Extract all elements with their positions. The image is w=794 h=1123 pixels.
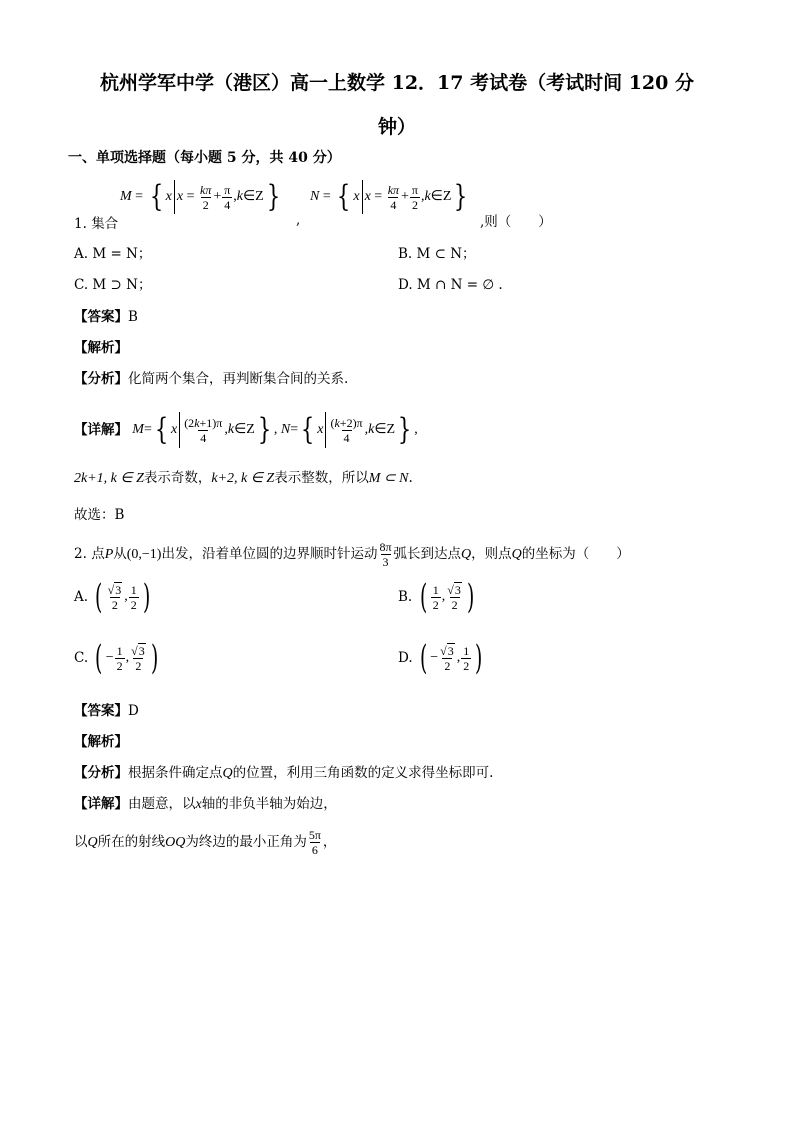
q2-option-b: B. ( $\frac{1}{2}$ , $\frac{√3}{2}$ )	[398, 577, 475, 617]
q1-xiangjie: 【详解】 M={ x $\frac{(2k+1)\pi}{4}$ ,k∈Z} , N={ x $\frac{(k+2)\pi}{4}$ ,k∈Z} ,	[74, 412, 418, 447]
q2-stem: 2. 点P从(0,−1)出发，沿着单位圆的边界顺时针运动 $\frac{8\pi}{3}$ 弧长到达点Q，则点Q的坐标为（ ）	[74, 540, 630, 569]
q1-then: ,则（ ）	[480, 214, 552, 230]
page-title-cont: 钟）	[377, 116, 416, 138]
q1-set-N: N = { x x = $\frac{k\pi}{4}$ + $\frac{\pi}{2}$ ,k∈Z}	[310, 179, 468, 214]
q1-choice: 故选：B	[74, 507, 125, 523]
q1-option-c: C. M ⊃ N；	[74, 277, 152, 293]
q1-option-a: A. M = N；	[74, 246, 152, 262]
q2-fenxi: 【分析】根据条件确定点Q的位置，利用三角函数的定义求得坐标即可.	[74, 765, 494, 781]
q1-detail-line2: 2k+1, k ∈ Z表示奇数，k+2, k ∈ Z表示整数，所以M ⊂ N.	[74, 470, 413, 486]
q1-option-d: D. M ∩ N = ∅ .	[398, 277, 503, 293]
q2-analysis-tag: 【解析】	[74, 734, 128, 750]
q1-number: 1.	[74, 216, 87, 232]
q1-option-b: B. M ⊂ N；	[398, 246, 476, 262]
q1-fenxi: 【分析】化简两个集合，再判断集合间的关系.	[74, 371, 349, 387]
q1-lead: 集合	[91, 216, 119, 232]
section-heading: 一、单项选择题（每小题 5 分，共 40 分）	[68, 150, 341, 166]
q2-last-line: 以Q所在的射线OQ为终边的最小正角为 $\frac{5\pi}{6}$ ，	[74, 828, 337, 857]
q2-xiangjie: 【详解】由题意，以x轴的非负半轴为始边，	[74, 796, 337, 812]
q1-analysis-tag: 【解析】	[74, 340, 128, 356]
q2-answer: 【答案】D	[74, 703, 139, 719]
q1-set-M: M = { x x = $\frac{k\pi}{2}$ + $\frac{\pi}{4}$ ,k∈Z}	[120, 179, 280, 214]
q2-option-a: A. ( $\frac{√3}{2}$ , $\frac{1}{2}$ )	[74, 577, 150, 617]
q1-answer: 【答案】B	[74, 309, 138, 325]
q2-option-c: C. ( − $\frac{1}{2}$ , $\frac{√3}{2}$ )	[74, 638, 158, 678]
page-title: 杭州学军中学（港区）高一上数学 12．17 考试卷（考试时间 120 分	[99, 72, 694, 94]
q2-option-d: D. ( − $\frac{√3}{2}$ , $\frac{1}{2}$ )	[398, 638, 483, 678]
q1-xiangjie-M: M={ x $\frac{(2k+1)\pi}{4}$ ,k∈Z} , N={ x $\frac{(k+2)\pi}{4}$ ,k∈Z} ,	[132, 412, 418, 447]
